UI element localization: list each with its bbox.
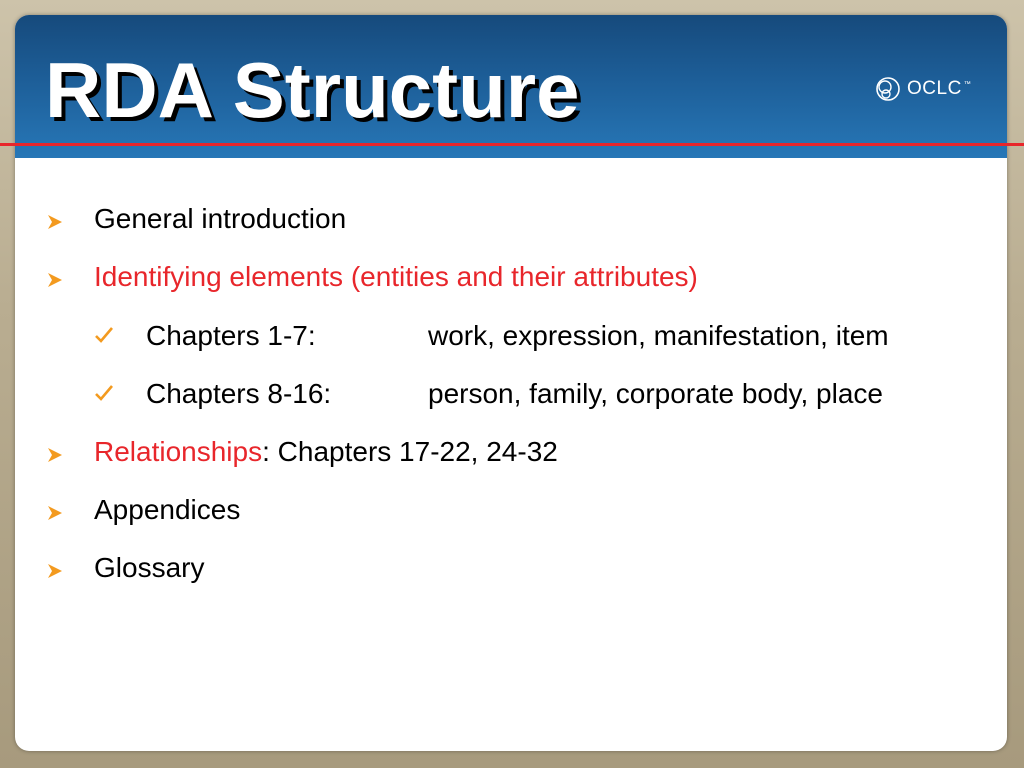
checkmark-icon — [94, 383, 146, 409]
slide-title: RDA Structure — [45, 46, 580, 134]
sub-bullet-text: work, expression, manifestation, item — [428, 320, 889, 351]
checkmark-icon — [94, 325, 146, 351]
logo-text: OCLC — [907, 78, 962, 99]
list-item — [46, 436, 558, 468]
list-item — [46, 494, 240, 526]
logo-trademark: ™ — [963, 80, 971, 88]
sub-bullet-label: Chapters 8-16: — [146, 378, 332, 409]
list-item — [94, 320, 889, 352]
bullet-text: : Chapters 17-22, 24-32 — [262, 436, 558, 467]
list-item — [46, 261, 698, 293]
sub-bullet-label: Chapters 1-7: — [146, 320, 316, 351]
bullet-highlight: Relationships — [94, 436, 263, 467]
list-item — [46, 552, 204, 584]
arrowhead-bullet-icon — [46, 557, 94, 583]
bullet-text: Appendices — [94, 494, 241, 525]
list-item — [94, 378, 883, 410]
bullet-text: Identifying elements (entities and their attributes) — [94, 261, 698, 292]
list-item — [46, 203, 346, 235]
arrowhead-bullet-icon — [46, 208, 94, 234]
sub-bullet-text: person, family, corporate body, place — [428, 378, 883, 409]
bullet-text: Glossary — [94, 552, 205, 583]
arrowhead-bullet-icon — [46, 441, 94, 467]
arrowhead-bullet-icon — [46, 266, 94, 292]
bullet-text: General introduction — [94, 203, 347, 234]
arrowhead-bullet-icon — [46, 499, 94, 525]
